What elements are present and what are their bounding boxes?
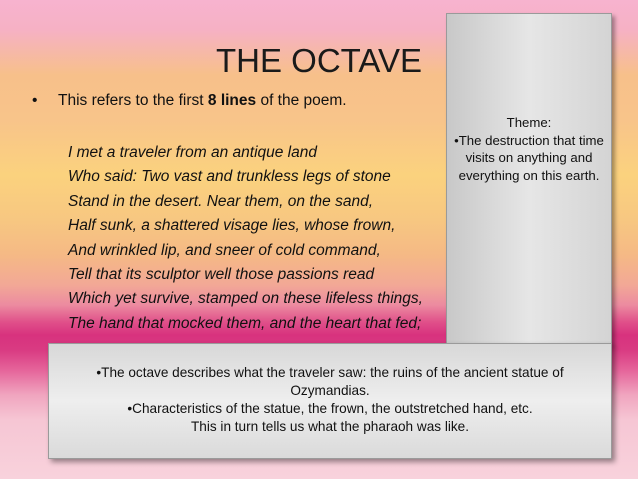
poem-line: Which yet survive, stamped on these lifeless things, [68,290,423,308]
poem-line: Half sunk, a shattered visage lies, whose frown, [68,217,396,235]
intro-text-before: This refers to the first [58,92,208,109]
theme-description: •The destruction that time visits on anything and everything on this earth. [454,132,604,183]
octave-summary-line: •Characteristics of the statue, the frown, the outstretched hand, etc. [127,401,533,416]
octave-summary-line: •The octave describes what the traveler saw: the ruins of the ancient statue of Ozymandias. [96,365,564,398]
poem-line: I met a traveler from an antique land [68,144,317,161]
intro-text-bold: 8 lines [207,92,257,109]
octave-summary-box [48,343,612,459]
poem-excerpt [68,141,423,336]
poem-line: And wrinkled lip, and sneer of cold command, [68,241,381,259]
bullet-marker: • [32,92,38,109]
octave-summary-text [49,364,611,436]
poem-line: Stand in the desert. Near them, on the sand, [68,192,374,210]
intro-text-after: of the poem. [256,92,347,109]
intro-bullet [32,92,347,110]
theme-text [447,114,611,184]
theme-box [446,13,612,345]
octave-summary-line: This in turn tells us what the pharaoh was like. [190,419,470,434]
slide-title: THE OCTAVE [216,42,422,79]
poem-line: Tell that its sculptor well those passions read [68,265,375,283]
theme-heading: Theme: [506,115,552,130]
poem-line: Who said: Two vast and trunkless legs of stone [68,168,391,186]
poem-line: The hand that mocked them, and the heart that fed; [68,314,422,332]
